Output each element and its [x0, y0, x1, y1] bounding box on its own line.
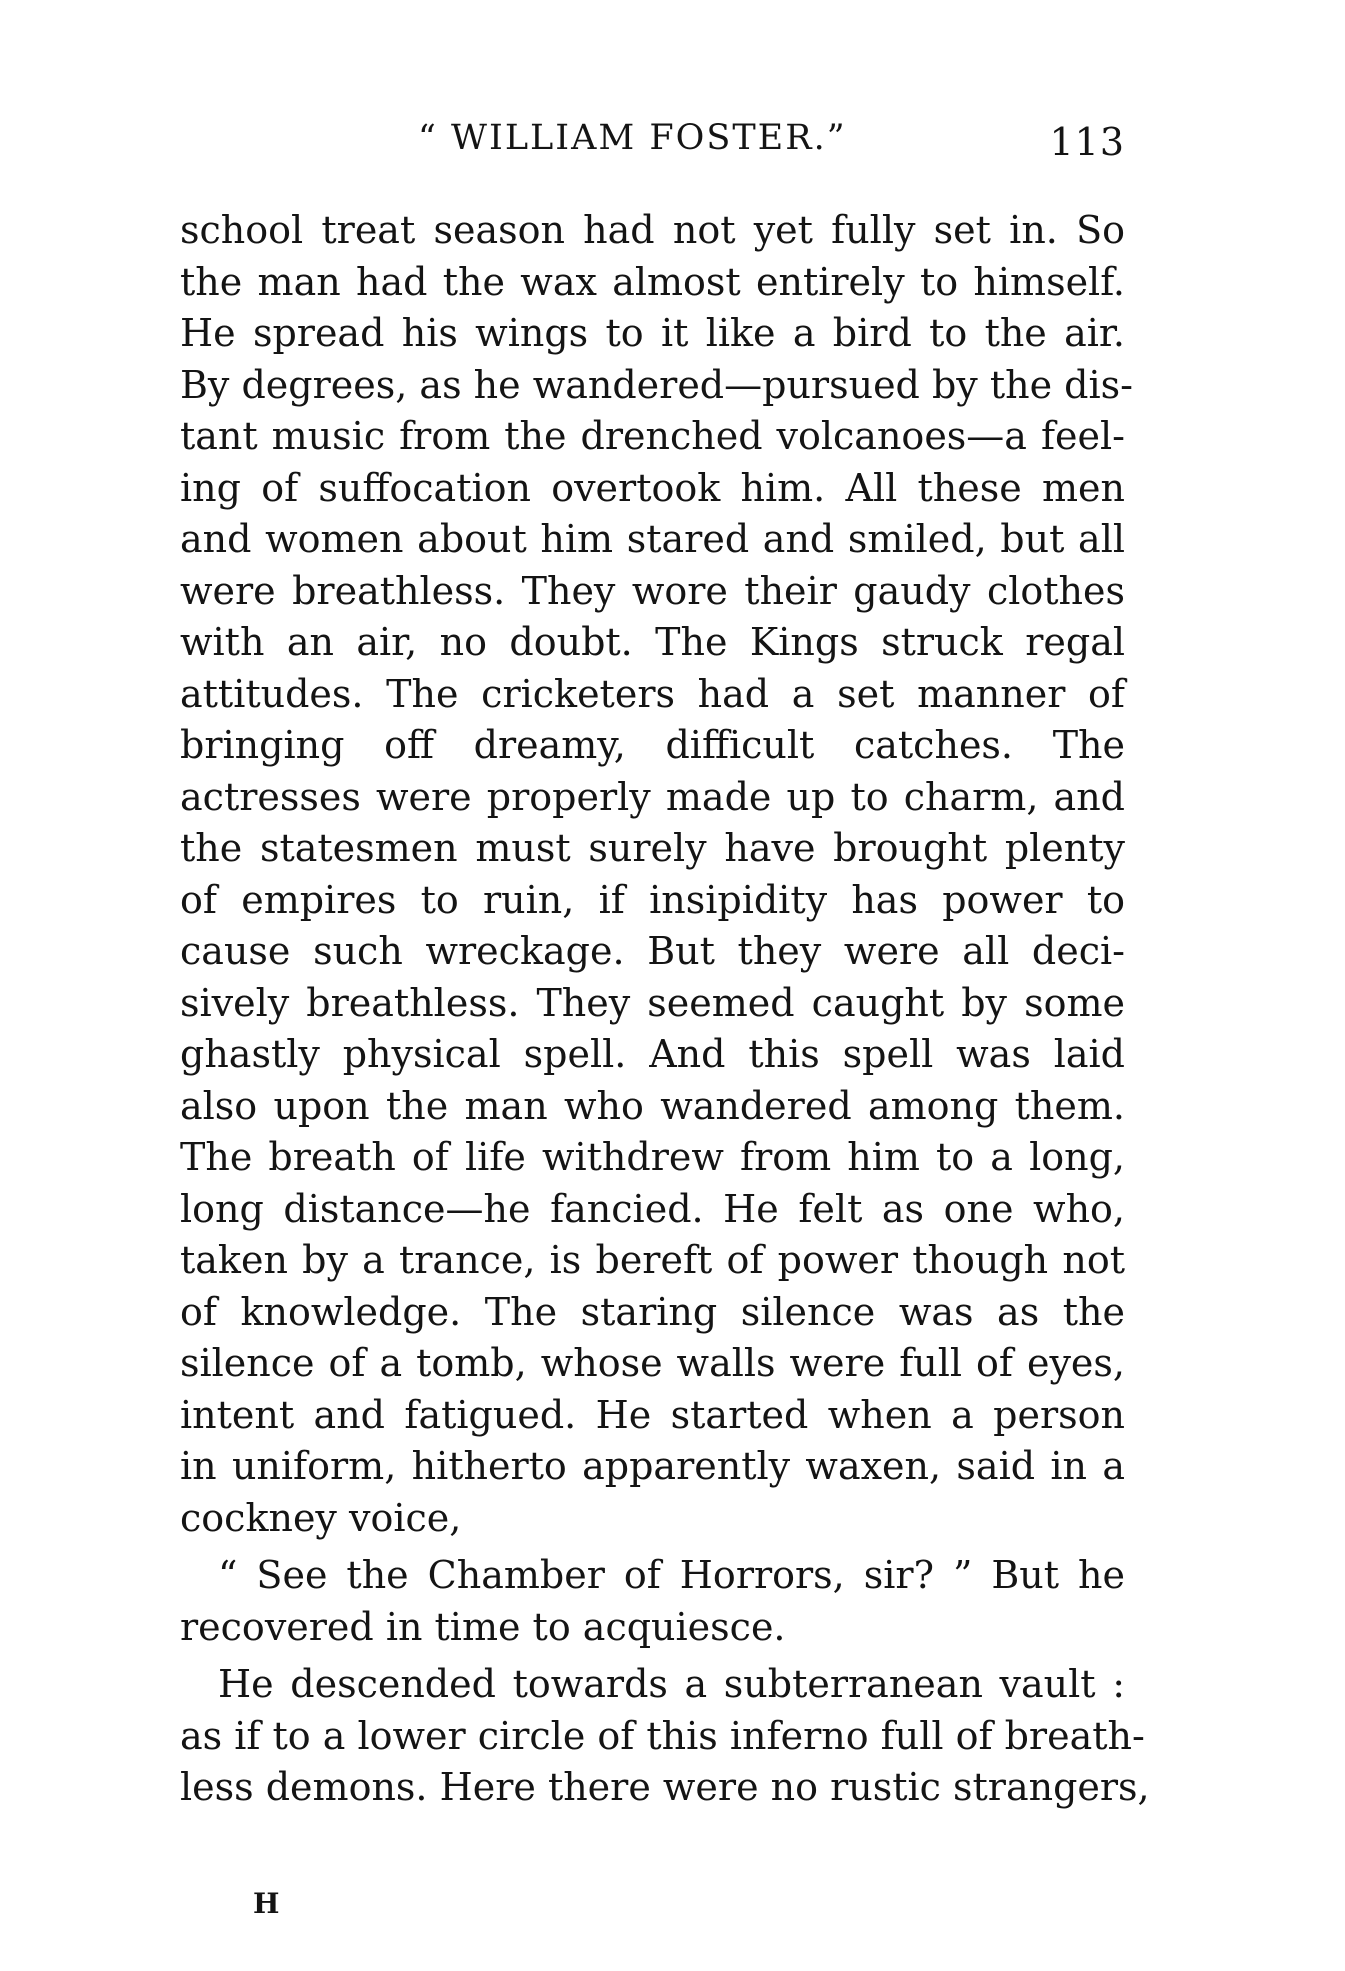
text-line: “ See the Chamber of Horrors, sir? ” But he: [218, 1553, 1125, 1597]
text-line: The breath of life withdrew from him to a long,: [180, 1135, 1125, 1179]
paragraph-dialogue: [180, 1550, 1125, 1653]
text-line: long distance—he fancied. He felt as one who,: [180, 1186, 1125, 1231]
text-line: the man had the wax almost entirely to himself.: [180, 259, 1125, 304]
running-title: “ WILLIAM FOSTER.”: [418, 118, 847, 158]
text-line: were breathless. They wore their gaudy clothes: [180, 568, 1125, 613]
text-line: and women about him stared and smiled, but all: [180, 517, 1125, 561]
page-number: 113: [1049, 120, 1125, 164]
running-head: [180, 118, 1125, 178]
body-text: [180, 205, 1150, 1814]
text-line: cause such wreckage. But they were all deci-: [180, 929, 1125, 973]
text-line: sively breathless. They seemed caught by some: [180, 980, 1125, 1025]
paragraph-continuation: [180, 205, 1133, 1544]
text-line: actresses were properly made up to charm, and: [180, 774, 1125, 819]
text-line: attitudes. The cricketers had a set manner of: [180, 671, 1125, 716]
text-line: silence of a tomb, whose walls were full of eyes,: [180, 1341, 1125, 1385]
signature-mark: H: [253, 1887, 280, 1920]
text-line: less demons. Here there were no rustic strangers,: [180, 1765, 1150, 1809]
text-line: By degrees, as he wandered—pursued by the dis-: [180, 362, 1133, 407]
text-line: ghastly physical spell. And this spell was laid: [180, 1032, 1125, 1076]
text-line: school treat season had not yet fully set in. So: [180, 208, 1125, 252]
text-line: bringing off dreamy, difficult catches. The: [180, 723, 1125, 767]
text-line: intent and fatigued. He started when a person: [180, 1392, 1125, 1437]
text-line: as if to a lower circle of this inferno full of breath-: [180, 1713, 1145, 1758]
text-line: also upon the man who wandered among them.: [180, 1083, 1125, 1128]
text-line: He descended towards a subterranean vault :: [218, 1662, 1125, 1706]
text-line: the statesmen must surely have brought plenty: [180, 826, 1125, 870]
text-line: recovered in time to acquiesce.: [180, 1604, 786, 1649]
text-line: with an air, no doubt. The Kings struck regal: [180, 620, 1125, 664]
text-line: He spread his wings to it like a bird to the air.: [180, 311, 1125, 355]
text-line: cockney voice,: [180, 1495, 462, 1540]
text-line: of empires to ruin, if insipidity has power to: [180, 877, 1125, 922]
text-line: of knowledge. The staring silence was as the: [180, 1289, 1125, 1334]
paragraph-descent: [180, 1659, 1150, 1814]
text-line: taken by a trance, is bereft of power though not: [180, 1238, 1125, 1282]
text-line: ing of suffocation overtook him. All these men: [180, 465, 1125, 510]
text-line: tant music from the drenched volcanoes—a feel-: [180, 414, 1125, 458]
text-line: in uniform, hitherto apparently waxen, said in a: [180, 1444, 1125, 1488]
